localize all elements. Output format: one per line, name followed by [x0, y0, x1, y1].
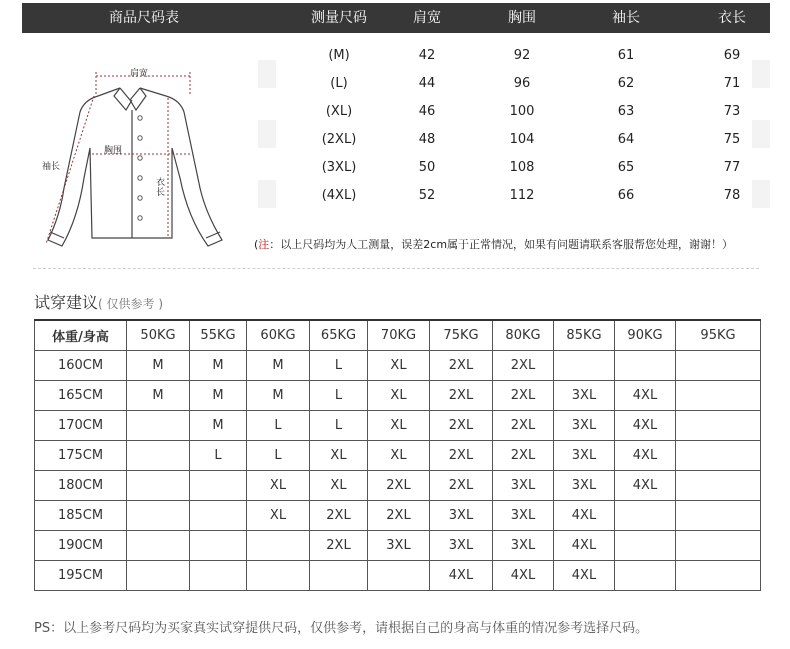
label-length: 衣长	[156, 178, 166, 198]
fit-size-cell: 2XL	[493, 351, 554, 381]
weight-header: 75KG	[430, 320, 493, 351]
fit-size-cell: L	[310, 351, 368, 381]
fit-size-cell: 2XL	[430, 471, 493, 501]
size-row	[22, 46, 770, 66]
fit-size-cell: 4XL	[615, 471, 676, 501]
fit-size-cell	[190, 471, 247, 501]
fit-size-cell: XL	[247, 471, 310, 501]
weight-header: 70KG	[368, 320, 430, 351]
height-cell: 170CM	[35, 411, 127, 441]
fit-size-cell: 3XL	[493, 471, 554, 501]
fit-size-cell	[310, 561, 368, 591]
size-value: 73	[723, 104, 741, 119]
fit-size-cell	[676, 471, 761, 501]
fit-size-cell: 3XL	[554, 441, 615, 471]
fit-size-cell: 2XL	[430, 351, 493, 381]
weight-header: 55KG	[190, 320, 247, 351]
fit-title: 试穿建议	[34, 293, 99, 312]
table-row	[35, 351, 761, 381]
weight-header: 95KG	[676, 320, 761, 351]
fit-size-cell: M	[190, 351, 247, 381]
fit-size-cell: M	[127, 381, 190, 411]
fit-size-cell: M	[247, 351, 310, 381]
note-text: ：以上尺码均为人工测量，误差2cm属于正常情况，如果有问题请联系客服帮您处理，谢谢！）	[269, 238, 734, 251]
section-divider	[33, 268, 759, 269]
fit-size-cell: 3XL	[493, 501, 554, 531]
fit-size-cell	[676, 411, 761, 441]
fit-section-title	[34, 290, 163, 313]
note-label: 注	[258, 238, 270, 251]
size-value: 50	[418, 160, 436, 175]
fit-size-cell: 2XL	[368, 471, 430, 501]
fit-size-cell: 4XL	[615, 411, 676, 441]
size-value: 48	[418, 132, 436, 147]
size-chart-header	[22, 3, 770, 33]
size-value: 66	[617, 188, 635, 203]
fit-size-cell: 2XL	[493, 411, 554, 441]
weight-header: 60KG	[247, 320, 310, 351]
corner-cell: 体重/身高	[35, 320, 127, 351]
fit-size-cell: 2XL	[430, 381, 493, 411]
fit-size-cell	[368, 561, 430, 591]
table-row	[35, 531, 761, 561]
fit-size-cell	[615, 531, 676, 561]
fit-size-cell: 2XL	[430, 441, 493, 471]
size-row	[22, 186, 770, 206]
fit-size-cell: 4XL	[493, 561, 554, 591]
header-col-shoulder: 肩宽	[413, 10, 441, 26]
fit-size-cell: 4XL	[554, 501, 615, 531]
fit-size-cell	[615, 351, 676, 381]
fit-size-cell: 4XL	[430, 561, 493, 591]
size-value: 108	[509, 160, 535, 175]
header-col-sleeve: 袖长	[612, 10, 640, 26]
size-value: 100	[509, 104, 535, 119]
fit-size-cell: 2XL	[368, 501, 430, 531]
table-row	[35, 471, 761, 501]
header-title: 商品尺码表	[109, 10, 179, 26]
fit-size-cell: 3XL	[554, 411, 615, 441]
size-value: 75	[723, 132, 741, 147]
ps-note: PS：以上参考尺码均为买家真实试穿提供尺码，仅供参考，请根据自己的身高与体重的情况参考选择尺码。	[34, 621, 649, 636]
label-chest: 胸围	[104, 146, 123, 156]
size-value: 78	[723, 188, 741, 203]
weight-header: 90KG	[615, 320, 676, 351]
height-cell: 160CM	[35, 351, 127, 381]
fit-suggestion-table	[34, 319, 761, 591]
fit-size-cell: XL	[310, 471, 368, 501]
table-row	[35, 441, 761, 471]
fit-size-cell: 3XL	[430, 531, 493, 561]
fit-size-cell: L	[190, 441, 247, 471]
fit-size-cell	[247, 531, 310, 561]
header-col-size: 测量尺码	[311, 10, 367, 26]
fit-size-cell: 2XL	[430, 411, 493, 441]
size-row	[22, 130, 770, 150]
size-value: 65	[617, 160, 635, 175]
fit-size-cell: M	[190, 411, 247, 441]
fit-size-cell	[127, 471, 190, 501]
fit-size-cell: L	[310, 411, 368, 441]
size-row	[22, 102, 770, 122]
fit-size-cell	[615, 501, 676, 531]
fit-size-cell: 3XL	[368, 531, 430, 561]
size-value: 52	[418, 188, 436, 203]
fit-size-cell: XL	[368, 441, 430, 471]
table-row	[35, 381, 761, 411]
fit-size-cell	[127, 531, 190, 561]
size-value: 77	[723, 160, 741, 175]
size-value: 112	[509, 188, 535, 203]
note-open: (	[254, 238, 259, 251]
fit-size-cell: 2XL	[310, 531, 368, 561]
fit-size-cell	[127, 411, 190, 441]
fit-size-cell: L	[247, 441, 310, 471]
fit-subtitle: ( 仅供参考 )	[98, 297, 164, 311]
fit-size-cell: 3XL	[554, 471, 615, 501]
fit-size-cell: 4XL	[554, 561, 615, 591]
height-cell: 185CM	[35, 501, 127, 531]
label-sleeve: 袖长	[42, 162, 61, 172]
size-label: (L)	[330, 76, 348, 91]
size-value: 71	[723, 76, 741, 91]
size-value: 64	[617, 132, 635, 147]
fit-size-cell	[247, 561, 310, 591]
fit-size-cell: XL	[310, 441, 368, 471]
fit-size-cell: 4XL	[554, 531, 615, 561]
fit-size-cell: 2XL	[493, 381, 554, 411]
size-value: 104	[509, 132, 535, 147]
size-value: 62	[617, 76, 635, 91]
fit-size-cell: 3XL	[430, 501, 493, 531]
fit-size-cell	[676, 531, 761, 561]
size-label: (4XL)	[321, 188, 357, 203]
fit-size-cell: 4XL	[615, 381, 676, 411]
size-label: (XL)	[325, 104, 353, 119]
fit-size-cell: 3XL	[554, 381, 615, 411]
weight-header: 80KG	[493, 320, 554, 351]
size-value: 44	[418, 76, 436, 91]
fit-size-cell: XL	[368, 381, 430, 411]
weight-header: 50KG	[127, 320, 190, 351]
weight-header: 85KG	[554, 320, 615, 351]
fit-size-cell: XL	[247, 501, 310, 531]
fit-size-cell	[127, 441, 190, 471]
fit-size-cell: M	[127, 351, 190, 381]
fit-size-cell: 2XL	[310, 501, 368, 531]
height-cell: 195CM	[35, 561, 127, 591]
size-label: (2XL)	[321, 132, 357, 147]
fit-size-cell	[676, 381, 761, 411]
size-row	[22, 74, 770, 94]
size-row	[22, 158, 770, 178]
label-shoulder: 肩宽	[130, 69, 149, 79]
fit-header-row	[35, 320, 761, 351]
fit-size-cell: M	[247, 381, 310, 411]
fit-size-cell	[127, 501, 190, 531]
size-value: 46	[418, 104, 436, 119]
height-cell: 190CM	[35, 531, 127, 561]
fit-size-cell	[676, 441, 761, 471]
fit-size-cell: L	[247, 411, 310, 441]
size-value: 42	[418, 48, 436, 63]
fit-size-cell: XL	[368, 411, 430, 441]
fit-size-cell	[554, 351, 615, 381]
fit-size-cell	[615, 561, 676, 591]
fit-size-cell	[676, 501, 761, 531]
fit-size-cell	[190, 531, 247, 561]
size-value: 61	[617, 48, 635, 63]
size-label: (3XL)	[321, 160, 357, 175]
fit-size-cell	[127, 561, 190, 591]
size-value: 96	[513, 76, 531, 91]
fit-size-cell: M	[190, 381, 247, 411]
fit-size-cell	[190, 501, 247, 531]
fit-size-cell: 3XL	[493, 531, 554, 561]
fit-size-cell	[676, 351, 761, 381]
table-row	[35, 411, 761, 441]
size-label: (M)	[328, 48, 350, 63]
height-cell: 175CM	[35, 441, 127, 471]
fit-size-cell: 4XL	[615, 441, 676, 471]
weight-header: 65KG	[310, 320, 368, 351]
fit-size-cell	[676, 561, 761, 591]
table-row	[35, 501, 761, 531]
shirt-measurement-diagram	[22, 38, 252, 266]
height-cell: 165CM	[35, 381, 127, 411]
fit-size-cell: L	[310, 381, 368, 411]
header-col-chest: 胸围	[508, 10, 536, 26]
measurement-note	[254, 236, 733, 252]
height-cell: 180CM	[35, 471, 127, 501]
size-value: 63	[617, 104, 635, 119]
header-col-length: 衣长	[718, 10, 746, 26]
fit-size-cell: 2XL	[493, 441, 554, 471]
size-value: 69	[723, 48, 741, 63]
fit-size-cell	[190, 561, 247, 591]
size-value: 92	[513, 48, 531, 63]
table-row	[35, 561, 761, 591]
fit-size-cell: XL	[368, 351, 430, 381]
